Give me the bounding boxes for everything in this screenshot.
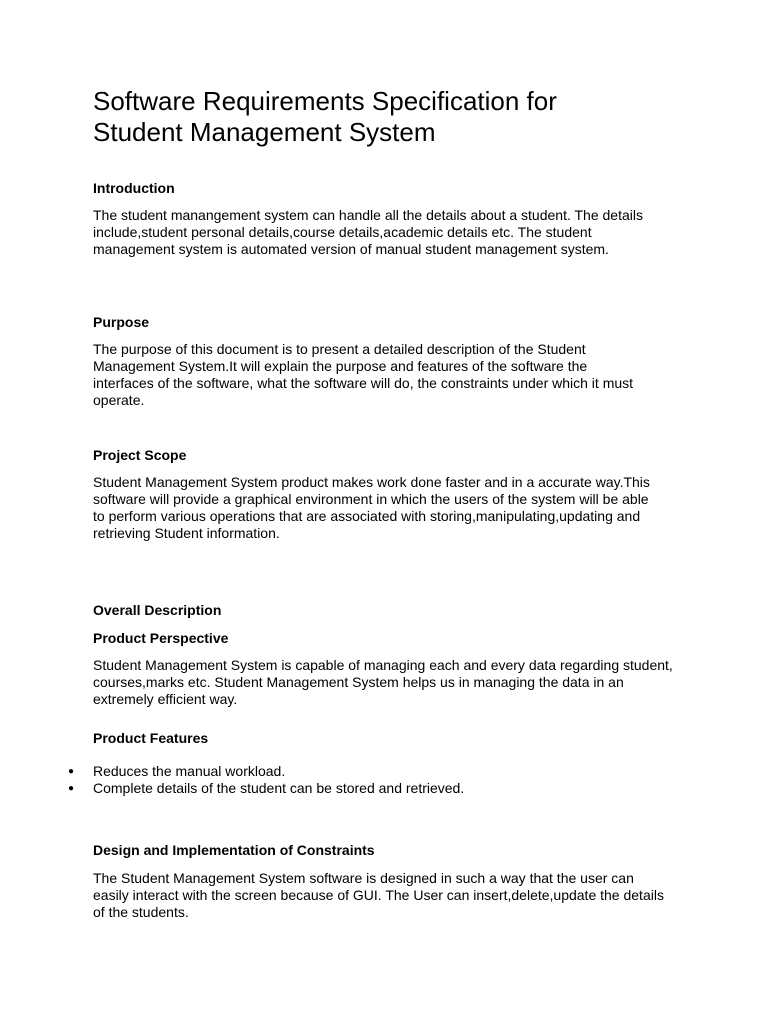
design-constraints-text: The Student Management System software is designed in such a way that the user can easily interact with the screen because of GUI. The User can insert,delete,update the details of the students.: [93, 870, 664, 920]
title-line-2: Student Management System: [93, 117, 436, 147]
product-features-list: [0, 763, 700, 797]
product-perspective-heading: Product Perspective: [93, 630, 229, 646]
bullet-icon: ●: [68, 766, 75, 777]
title-line-1: Software Requirements Specification for: [93, 86, 557, 116]
bullet-icon: ●: [68, 783, 75, 794]
product-features-heading: Product Features: [93, 730, 209, 746]
list-item-text: Reduces the manual workload.: [93, 763, 286, 779]
purpose-text: The purpose of this document is to present a detailed description of the Student Management System.It will explain the purpose and features of the software the interfaces of the software, what the software will do, the constraints under which it must operate.: [93, 341, 634, 408]
product-perspective-text: Student Management System is capable of managing each and every data regarding student, courses,marks etc. Student Management System helps us in managing the data in an extremely efficient way.: [93, 657, 673, 707]
project-scope-text: Student Management System product makes work done faster and in a accurate way.This software will provide a graphical environment in which the users of the system will be able to perform various operations that are associated with storing,manipulating,updating and retrieving Student information.: [93, 474, 650, 541]
introduction-heading: Introduction: [93, 180, 175, 196]
purpose-heading: Purpose: [93, 314, 150, 330]
document-title: [93, 86, 733, 148]
introduction-text: The student manangement system can handle all the details about a student. The details include,student personal details,course details,academic details etc. The student management system is automated version of manual student management system.: [93, 207, 643, 257]
design-constraints-heading: Design and Implementation of Constraints: [93, 842, 375, 858]
list-item: [0, 763, 700, 780]
list-item: [0, 780, 700, 797]
overall-description-heading: Overall Description: [93, 602, 222, 618]
list-item-text: Complete details of the student can be stored and retrieved.: [93, 780, 465, 796]
project-scope-heading: Project Scope: [93, 447, 187, 463]
